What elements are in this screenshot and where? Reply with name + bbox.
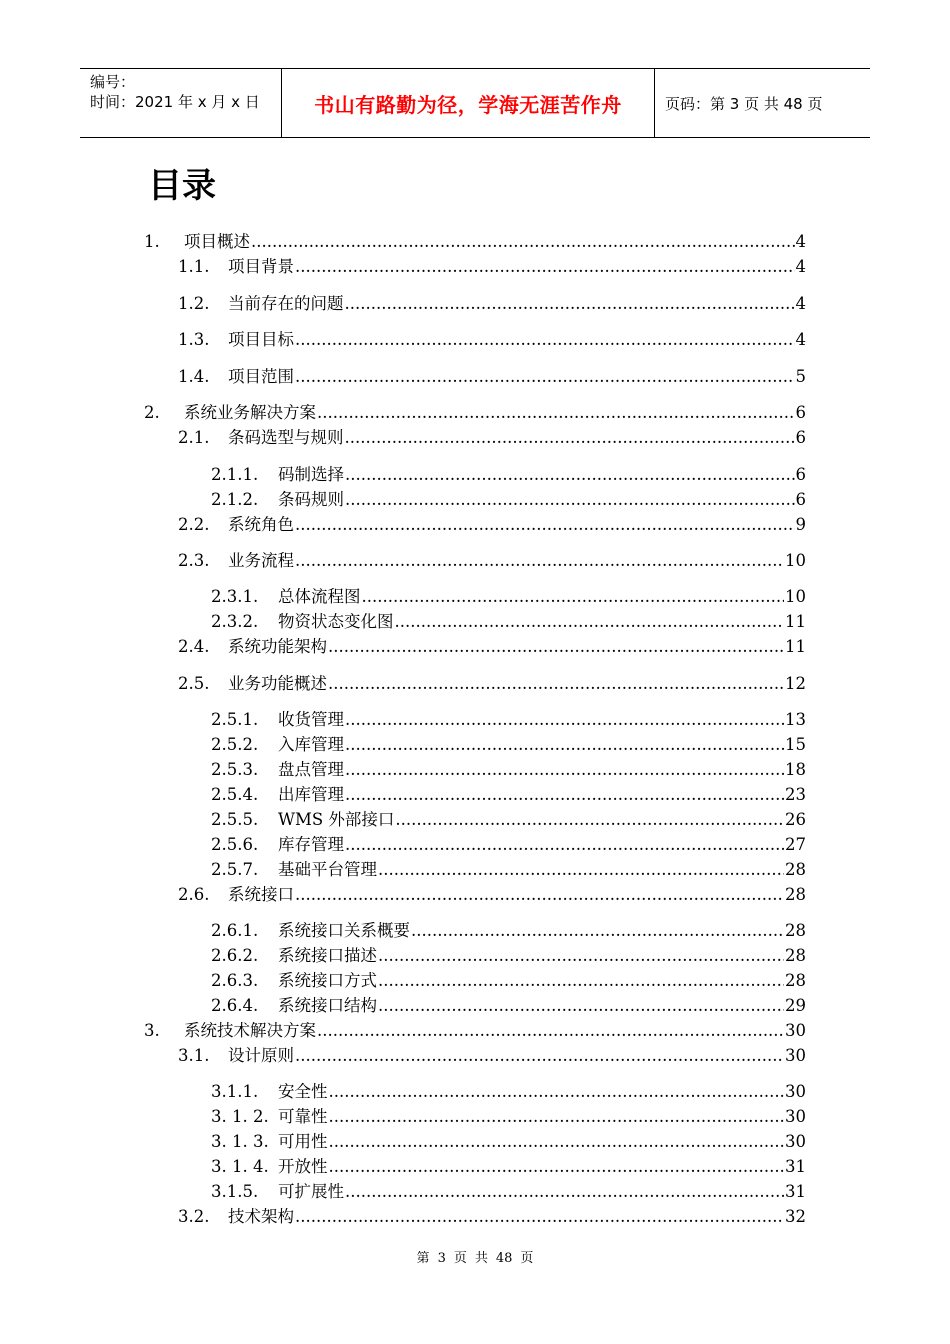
toc-dot-leader <box>295 1045 784 1067</box>
toc-entry[interactable] <box>211 1156 806 1178</box>
header-motto: 书山有路勤为径，学海无涯苦作舟 <box>282 69 655 137</box>
toc-entry-page: 9 <box>795 515 806 534</box>
toc-dot-leader <box>317 402 795 424</box>
toc-dot-leader <box>329 1081 785 1103</box>
toc-entry-page: 11 <box>785 612 806 631</box>
toc-entry-page: 5 <box>795 367 806 386</box>
toc-entry-number: 3. 1. 3. <box>211 1132 269 1151</box>
toc-entry-number: 2.5.7. <box>211 860 259 879</box>
toc-entry-title: 收货管理 <box>278 710 344 729</box>
toc-entry-page: 4 <box>795 294 806 313</box>
toc-entry-number: 2.5.4. <box>211 785 259 804</box>
toc-entry-title: 业务流程 <box>228 551 294 570</box>
toc-entry-title: 出库管理 <box>278 785 344 804</box>
toc-dot-leader <box>328 673 784 695</box>
toc-dot-leader <box>345 709 784 731</box>
toc-entry-number: 1.1. <box>178 257 210 276</box>
time-label: 时间：2021 年 x 月 x 日 <box>90 93 260 111</box>
toc-entry-number: 3. 1. 2. <box>211 1107 269 1126</box>
toc-entry-page: 30 <box>785 1082 806 1101</box>
footer-word-ye: 页 <box>453 1251 467 1266</box>
toc-dot-leader <box>345 489 795 511</box>
toc-entry-page: 15 <box>785 735 806 754</box>
toc-entry[interactable] <box>211 709 806 731</box>
toc-entry-page: 4 <box>795 232 806 251</box>
toc-entry-title: 总体流程图 <box>278 587 361 606</box>
toc-entry-page: 28 <box>785 885 806 904</box>
toc-entry-title: 开放性 <box>278 1157 328 1176</box>
toc-entry-page: 12 <box>785 674 806 693</box>
toc-entry-page: 28 <box>785 860 806 879</box>
toc-entry[interactable] <box>178 1045 806 1067</box>
toc-entry-number: 3.1. <box>178 1046 210 1065</box>
toc-entry-title: 库存管理 <box>278 835 344 854</box>
toc-dot-leader <box>328 636 784 658</box>
toc-entry-number: 2.5.5. <box>211 810 259 829</box>
toc-entry-number: 2.3. <box>178 551 210 570</box>
toc-entry-title: 安全性 <box>278 1082 328 1101</box>
toc-entry-title: 项目范围 <box>228 367 294 386</box>
toc-entry[interactable] <box>178 329 806 351</box>
toc-entry-page: 30 <box>785 1021 806 1040</box>
toc-dot-leader <box>378 995 784 1017</box>
toc-entry-title: 业务功能概述 <box>228 674 327 693</box>
toc-entry-number: 1.4. <box>178 367 210 386</box>
toc-entry-number: 3. <box>144 1021 160 1040</box>
toc-entry-number: 3. 1. 4. <box>211 1157 269 1176</box>
toc-dot-leader <box>395 809 784 831</box>
toc-entry-number: 2.5. <box>178 674 210 693</box>
toc-entry-title: 系统接口关系概要 <box>278 921 410 940</box>
toc-entry-title: 基础平台管理 <box>278 860 377 879</box>
toc-dot-leader <box>345 293 795 315</box>
toc-entry[interactable] <box>178 293 806 315</box>
toc-entry[interactable] <box>211 734 806 756</box>
toc-entry-number: 2.5.2. <box>211 735 259 754</box>
toc-entry[interactable] <box>144 402 806 424</box>
toc-entry[interactable] <box>144 231 806 253</box>
toc-entry-number: 2.4. <box>178 637 210 656</box>
toc-entry-page: 6 <box>795 428 806 447</box>
toc-entry-page: 29 <box>785 996 806 1015</box>
toc-entry[interactable] <box>211 834 806 856</box>
toc-entry-title: 条码选型与规则 <box>228 428 344 447</box>
toc-entry[interactable] <box>211 464 806 486</box>
toc-entry-page: 10 <box>785 551 806 570</box>
toc-entry-number: 2.1.1. <box>211 465 259 484</box>
toc-dot-leader <box>329 1106 785 1128</box>
toc-dot-leader <box>345 734 784 756</box>
toc-entry[interactable] <box>211 489 806 511</box>
toc-entry[interactable] <box>178 673 806 695</box>
page-header <box>80 68 870 138</box>
toc-dot-leader <box>329 1131 785 1153</box>
toc-entry-title: 项目目标 <box>228 330 294 349</box>
toc-entry-number: 2.6.3. <box>211 971 259 990</box>
toc-entry-number: 2.6. <box>178 885 210 904</box>
toc-entry[interactable] <box>211 859 806 881</box>
toc-entry-number: 2.6.2. <box>211 946 259 965</box>
toc-entry-number: 1.2. <box>178 294 210 313</box>
toc-dot-leader <box>345 427 795 449</box>
toc-dot-leader <box>345 1181 784 1203</box>
toc-entry-number: 2.6.4. <box>211 996 259 1015</box>
toc-title: 目录 <box>148 166 216 206</box>
toc-dot-leader <box>251 231 795 253</box>
toc-entry[interactable] <box>211 586 806 608</box>
toc-entry-page: 18 <box>785 760 806 779</box>
toc-entry-title: 条码规则 <box>278 490 344 509</box>
toc-dot-leader <box>395 611 785 633</box>
toc-entry[interactable] <box>178 636 806 658</box>
toc-dot-leader <box>295 514 795 536</box>
toc-dot-leader <box>295 550 784 572</box>
toc-entry-number: 1.3. <box>178 330 210 349</box>
toc-entry[interactable] <box>211 995 806 1017</box>
toc-entry-number: 2.1. <box>178 428 210 447</box>
toc-entry-title: 系统业务解决方案 <box>184 403 316 422</box>
toc-entry-title: 物资状态变化图 <box>278 612 394 631</box>
toc-entry-title: 系统角色 <box>228 515 294 534</box>
toc-entry[interactable] <box>211 945 806 967</box>
toc-dot-leader <box>378 945 784 967</box>
toc-entry-title: WMS 外部接口 <box>278 810 395 829</box>
toc-dot-leader <box>295 1206 784 1228</box>
toc-entry-number: 3.1.5. <box>211 1182 259 1201</box>
toc-entry[interactable] <box>211 1106 806 1128</box>
toc-entry[interactable] <box>211 809 806 831</box>
toc-entry[interactable] <box>211 611 806 633</box>
toc-dot-leader <box>295 329 795 351</box>
toc-entry-title: 盘点管理 <box>278 760 344 779</box>
toc-dot-leader <box>317 1020 784 1042</box>
toc-entry-title: 系统接口方式 <box>278 971 377 990</box>
toc-entry-number: 3.1.1. <box>211 1082 259 1101</box>
toc-entry-number: 2.3.2. <box>211 612 259 631</box>
toc-dot-leader <box>411 920 784 942</box>
toc-entry-title: 系统接口描述 <box>278 946 377 965</box>
header-page-info: 页码：第 3 页 共 48 页 <box>665 94 823 113</box>
toc-entry-number: 2.6.1. <box>211 921 259 940</box>
toc-entry-number: 2.1.2. <box>211 490 259 509</box>
toc-entry-page: 28 <box>785 921 806 940</box>
toc-entry[interactable] <box>211 784 806 806</box>
toc-entry-number: 2. <box>144 403 160 422</box>
toc-entry[interactable] <box>211 759 806 781</box>
toc-entry-title: 系统接口结构 <box>278 996 377 1015</box>
toc-dot-leader <box>378 859 784 881</box>
toc-entry-page: 4 <box>795 330 806 349</box>
toc-dot-leader <box>378 970 784 992</box>
code-label: 编号： <box>90 73 136 91</box>
toc-entry-number: 1. <box>144 232 160 251</box>
toc-entry-page: 28 <box>785 946 806 965</box>
toc-entry[interactable] <box>144 1020 806 1042</box>
toc-entry-page: 30 <box>785 1132 806 1151</box>
toc-entry-page: 31 <box>785 1157 806 1176</box>
toc-entry-number: 2.5.6. <box>211 835 259 854</box>
toc-dot-leader <box>295 366 795 388</box>
toc-entry-page: 32 <box>785 1207 806 1226</box>
toc-entry-title: 项目背景 <box>228 257 294 276</box>
toc-entry-page: 27 <box>785 835 806 854</box>
toc-entry[interactable] <box>178 256 806 278</box>
toc-dot-leader <box>329 1156 785 1178</box>
toc-entry-title: 设计原则 <box>228 1046 294 1065</box>
toc-entry[interactable] <box>178 366 806 388</box>
toc-entry[interactable] <box>178 884 806 906</box>
toc-dot-leader <box>345 834 784 856</box>
toc-entry-title: 项目概述 <box>184 232 250 251</box>
toc-entry-page: 6 <box>795 490 806 509</box>
toc-entry-title: 系统接口 <box>228 885 294 904</box>
toc-entry[interactable] <box>211 920 806 942</box>
toc-entry-number: 2.3.1. <box>211 587 259 606</box>
toc-dot-leader <box>295 256 795 278</box>
toc-entry-page: 23 <box>785 785 806 804</box>
toc-entry-title: 码制选择 <box>278 465 344 484</box>
toc-entry-title: 系统技术解决方案 <box>184 1021 316 1040</box>
toc-dot-leader <box>345 784 784 806</box>
toc-entry[interactable] <box>211 1081 806 1103</box>
header-left-cell <box>80 69 282 137</box>
toc-entry[interactable] <box>178 427 806 449</box>
toc-entry-number: 3.2. <box>178 1207 210 1226</box>
toc-entry-page: 6 <box>795 403 806 422</box>
toc-entry-title: 技术架构 <box>228 1207 294 1226</box>
toc-entry-page: 11 <box>785 637 806 656</box>
toc-dot-leader <box>362 586 785 608</box>
toc-entry-number: 2.2. <box>178 515 210 534</box>
toc-entry[interactable] <box>211 1131 806 1153</box>
toc-entry-page: 26 <box>785 810 806 829</box>
toc-entry-number: 2.5.1. <box>211 710 259 729</box>
toc-entry-page: 6 <box>795 465 806 484</box>
toc-entry-page: 31 <box>785 1182 806 1201</box>
toc-entry-number: 2.5.3. <box>211 760 259 779</box>
toc-entry-title: 入库管理 <box>278 735 344 754</box>
footer-word-di: 第 <box>416 1251 430 1266</box>
toc-entry-title: 当前存在的问题 <box>228 294 344 313</box>
toc-entry[interactable] <box>178 550 806 572</box>
toc-entry-page: 28 <box>785 971 806 990</box>
toc-entry-page: 4 <box>795 257 806 276</box>
toc-entry[interactable] <box>178 1206 806 1228</box>
toc-entry-title: 系统功能架构 <box>228 637 327 656</box>
toc-entry[interactable] <box>178 514 806 536</box>
toc-entry-page: 30 <box>785 1107 806 1126</box>
toc-entry[interactable] <box>211 1181 806 1203</box>
footer-page-number: 3 <box>437 1251 446 1266</box>
toc-entry-title: 可靠性 <box>278 1107 328 1126</box>
toc-entry-title: 可用性 <box>278 1132 328 1151</box>
toc-dot-leader <box>295 884 784 906</box>
footer-word-ye-2: 页 <box>520 1251 534 1266</box>
toc-entry[interactable] <box>211 970 806 992</box>
toc-entry-page: 10 <box>785 587 806 606</box>
toc-entry-page: 13 <box>785 710 806 729</box>
toc-dot-leader <box>345 759 784 781</box>
page-footer <box>0 1247 950 1266</box>
footer-total-pages: 48 <box>495 1251 513 1266</box>
toc-entry-page: 30 <box>785 1046 806 1065</box>
toc-entry-title: 可扩展性 <box>278 1182 344 1201</box>
footer-word-gong: 共 <box>474 1251 488 1266</box>
toc-dot-leader <box>345 464 795 486</box>
